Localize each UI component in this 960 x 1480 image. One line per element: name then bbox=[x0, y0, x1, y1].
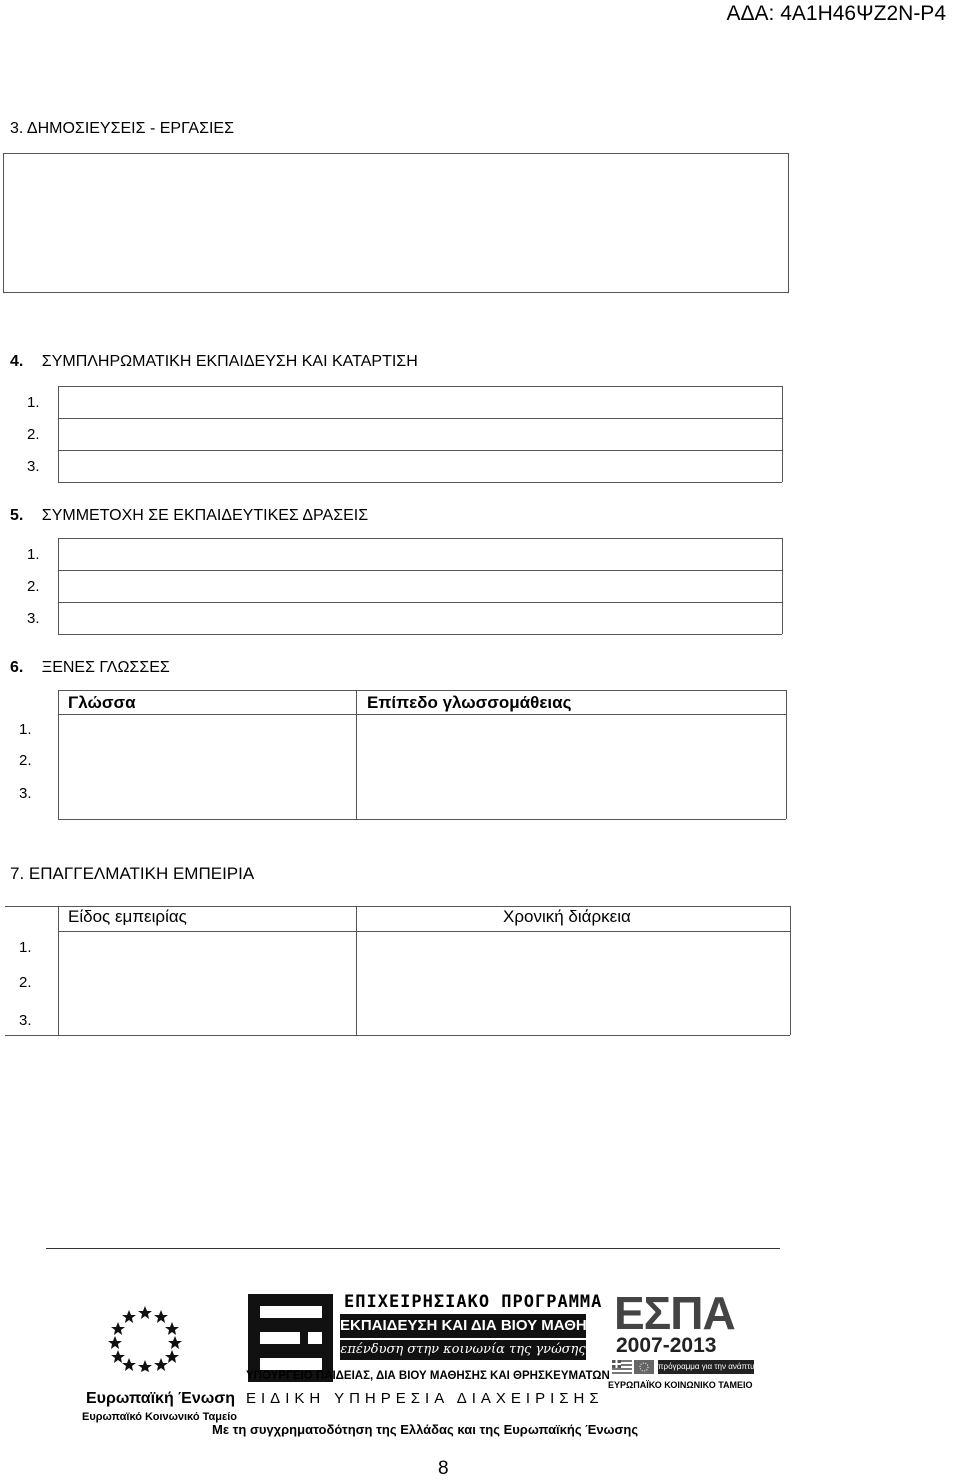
section4-table bbox=[5, 386, 783, 482]
section6-row-label: 2. bbox=[19, 752, 32, 769]
section5-row-1-field[interactable] bbox=[60, 539, 780, 569]
funding-banner bbox=[48, 1272, 782, 1456]
section5-number: 5. bbox=[10, 507, 24, 524]
eu-label: Ευρωπαϊκή Ένωση bbox=[86, 1390, 235, 1407]
program-slogan: επένδυση στην κοινωνία της γνώσης bbox=[340, 1340, 586, 1360]
section5-title: ΣΥΜΜΕΤΟΧΗ ΣΕ ΕΚΠΑΙΔΕΥΤΙΚΕΣ ΔΡΑΣΕΙΣ bbox=[41, 507, 369, 524]
duration-column-header: Χρονική διάρκεια bbox=[503, 907, 631, 926]
section4-heading bbox=[10, 353, 418, 371]
section6-header-line bbox=[58, 714, 786, 715]
section6-col-divider bbox=[356, 690, 357, 819]
section6-table bbox=[5, 690, 788, 819]
espa-logo: ΕΣΠΑ bbox=[614, 1287, 735, 1339]
section4-row-label: 1. bbox=[27, 394, 40, 411]
espa-years: 2007-2013 bbox=[616, 1334, 717, 1357]
section5-divider bbox=[58, 538, 59, 634]
language-field[interactable] bbox=[60, 716, 354, 817]
section5-right-border bbox=[782, 538, 783, 634]
section7-header-line bbox=[58, 931, 790, 932]
section5-row-label: 1. bbox=[27, 546, 40, 563]
section7-title: 7. ΕΠΑΓΓΕΛΜΑΤΙΚΗ ΕΜΠΕΙΡΙΑ bbox=[10, 864, 255, 883]
section6-number: 6. bbox=[10, 659, 24, 676]
section4-row-1-field[interactable] bbox=[60, 387, 780, 417]
greek-flag-icon bbox=[612, 1360, 656, 1376]
section5-row-label: 3. bbox=[27, 610, 40, 627]
section7-right-border bbox=[790, 906, 791, 1035]
esf-label: ΕΥΡΩΠΑΪΚΟ ΚΟΙΝΩΝΙΚΟ ΤΑΜΕΙΟ bbox=[608, 1380, 753, 1390]
section6-row-label: 3. bbox=[19, 785, 32, 802]
section7-table bbox=[5, 906, 792, 1035]
service-label: ΕΙΔΙΚΗ ΥΠΗΡΕΣΙΑ ΔΙΑΧΕΙΡΙΣΗΣ bbox=[246, 1390, 604, 1407]
section7-divider bbox=[58, 906, 59, 1035]
section4-row-2-field[interactable] bbox=[60, 419, 780, 449]
ministry-label: ΥΠΟΥΡΓΕΙΟ ΠΑΙΔΕΙΑΣ, ΔΙΑ ΒΙΟΥ ΜΑΘΗΣΗΣ ΚΑΙ ΘΡΗΣΚΕΥΜΑΤΩΝ bbox=[246, 1370, 610, 1382]
section6-row-label: 1. bbox=[19, 721, 32, 738]
section3-title: 3. ΔΗΜΟΣΙΕΥΣΕΙΣ - ΕΡΓΑΣΙΕΣ bbox=[10, 120, 234, 137]
section3-textbox[interactable] bbox=[3, 153, 789, 293]
section7-bottom-border bbox=[5, 1035, 790, 1036]
section7-row-label: 3. bbox=[19, 1012, 32, 1029]
section6-bottom-border bbox=[58, 819, 786, 820]
section7-col-divider bbox=[356, 906, 357, 1035]
espa-tagline: πρόγραμμα για την ανάπτυξη bbox=[658, 1360, 754, 1374]
eu-flag-icon bbox=[100, 1300, 190, 1372]
experience-type-column-header: Είδος εμπειρίας bbox=[68, 907, 187, 926]
section7-row-label: 2. bbox=[19, 974, 32, 991]
section5-row-label: 2. bbox=[27, 578, 40, 595]
section5-row-2-field[interactable] bbox=[60, 571, 780, 601]
program-line2: ΕΚΠΑΙΔΕΥΣΗ ΚΑΙ ΔΙΑ ΒΙΟΥ ΜΑΘΗΣΗ bbox=[340, 1314, 586, 1338]
section4-divider bbox=[58, 386, 59, 482]
language-column-header: Γλώσσα bbox=[68, 693, 136, 712]
proficiency-column-header: Επίπεδο γλωσσομάθειας bbox=[367, 693, 572, 712]
section4-row-label: 3. bbox=[27, 458, 40, 475]
section6-top-border bbox=[58, 690, 786, 691]
section4-right-border bbox=[782, 386, 783, 482]
experience-type-field[interactable] bbox=[60, 933, 354, 1033]
duration-field[interactable] bbox=[358, 933, 788, 1033]
footer-separator bbox=[46, 1248, 780, 1249]
section5-heading bbox=[10, 507, 368, 525]
program-logo-icon bbox=[248, 1294, 333, 1382]
section5-bottom-border bbox=[58, 634, 782, 635]
program-line1: ΕΠΙΧΕΙΡΗΣΙΑΚΟ ΠΡΟΓΡΑΜΜΑ bbox=[344, 1292, 603, 1312]
section6-heading bbox=[10, 659, 170, 677]
section4-row-3-field[interactable] bbox=[60, 451, 780, 481]
section6-divider bbox=[58, 690, 59, 819]
section4-bottom-border bbox=[58, 482, 782, 483]
eu-fund-label: Ευρωπαϊκό Κοινωνικό Ταμείο bbox=[82, 1411, 237, 1423]
section4-row-label: 2. bbox=[27, 426, 40, 443]
section4-title: ΣΥΜΠΛΗΡΩΜΑΤΙΚΗ ΕΚΠΑΙΔΕΥΣΗ ΚΑΙ ΚΑΤΑΡΤΙΣΗ bbox=[41, 353, 418, 370]
section6-right-border bbox=[786, 690, 787, 819]
section4-number: 4. bbox=[10, 353, 24, 370]
proficiency-field[interactable] bbox=[358, 716, 784, 817]
cofinancing-label: Με τη συγχρηματοδότηση της Ελλάδας και της Ευρωπαϊκής Ένωσης bbox=[212, 1422, 639, 1437]
section5-table bbox=[5, 538, 783, 634]
section7-row-label: 1. bbox=[19, 939, 32, 956]
section6-title: ΞΕΝΕΣ ΓΛΩΣΣΕΣ bbox=[41, 659, 170, 676]
section5-row-3-field[interactable] bbox=[60, 603, 780, 633]
page-number: 8 bbox=[438, 1458, 449, 1479]
ada-code: ΑΔΑ: 4Α1Η46ΨΖ2Ν-Ρ4 bbox=[726, 2, 946, 25]
